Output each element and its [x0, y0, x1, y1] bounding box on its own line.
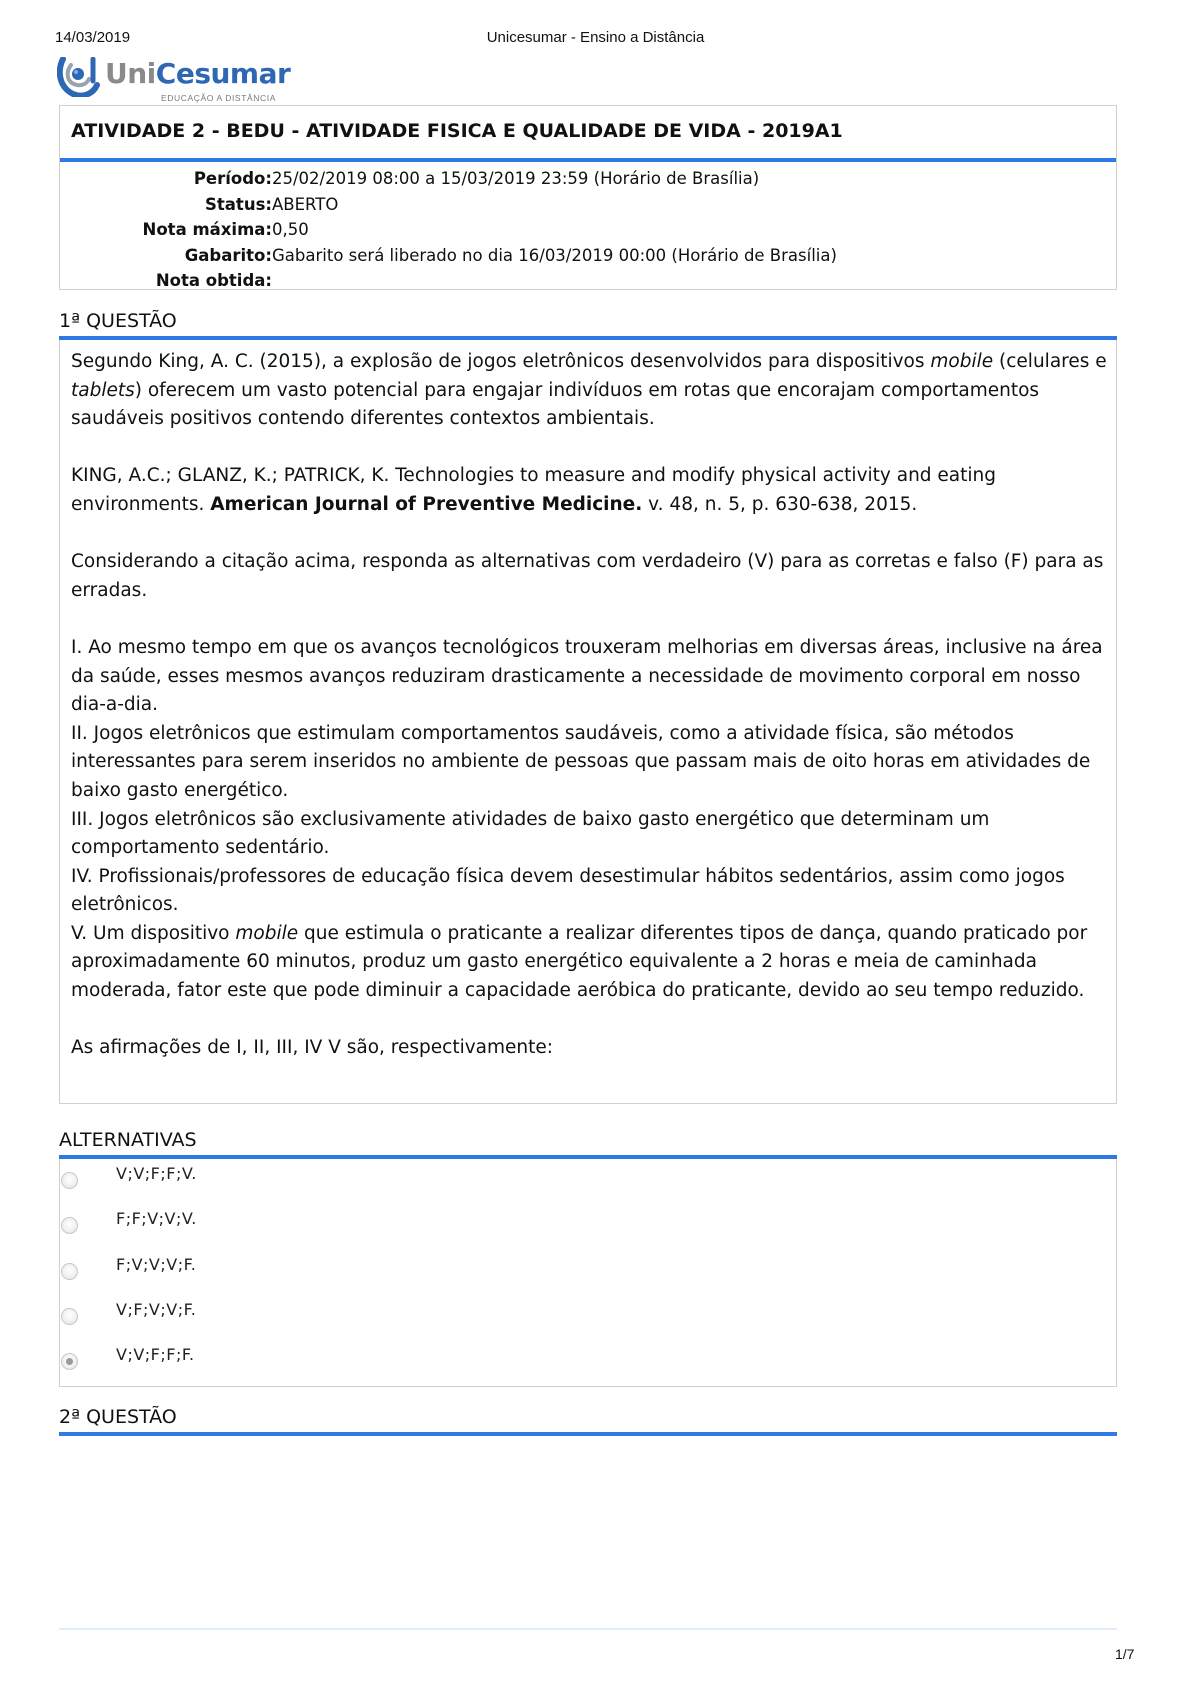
info-label: Status:	[205, 194, 272, 214]
question-intro: Segundo King, A. C. (2015), a explosão de jogos eletrônicos desenvolvidos para dispositivos mobile (celulares e tablets) oferecem um vasto potencial para engajar indivíduos em rotas que encorajam comportamentos saudáveis positivos contendo diferentes contextos ambientais.	[71, 351, 1107, 430]
print-page-title: Unicesumar - Ensino a Distância	[486, 29, 705, 46]
question-1-text	[71, 348, 1107, 1063]
info-label: Nota máxima:	[142, 220, 272, 239]
logo-uni: Uni	[105, 57, 156, 90]
logo-cesumar: Cesumar	[155, 57, 291, 90]
info-value: 25/02/2019 08:00 a 15/03/2019 23:59 (Horário de Brasília)	[272, 169, 760, 188]
info-label: Nota obtida:	[155, 271, 272, 290]
alternatives-list	[59, 1159, 1117, 1387]
question-prompt: As afirmações de I, II, III, IV V são, respectivamente:	[71, 1037, 553, 1059]
alternatives-heading: ALTERNATIVAS	[59, 1129, 197, 1151]
alternative-label: V;V;F;F;F.	[116, 1345, 195, 1364]
radio-button[interactable]	[61, 1172, 78, 1189]
statement-3: III. Jogos eletrônicos são exclusivamente atividades de baixo gasto energético que determinam um comportamento sedentário.	[71, 808, 990, 859]
alternative-label: F;F;V;V;V.	[116, 1209, 197, 1228]
activity-info-panel	[59, 105, 1117, 290]
info-row-gabarito	[60, 243, 1116, 269]
info-value: Gabarito será liberado no dia 16/03/2019 00:00 (Horário de Brasília)	[272, 245, 837, 265]
info-label: Período:	[193, 169, 272, 188]
print-header	[0, 29, 1191, 49]
print-date: 14/03/2019	[55, 29, 131, 46]
activity-info-list	[60, 166, 1116, 294]
page-number: 1/7	[1115, 1646, 1135, 1662]
question-2-heading: 2ª QUESTÃO	[59, 1406, 177, 1428]
radio-button[interactable]	[61, 1263, 78, 1280]
alternative-option[interactable]	[60, 1209, 460, 1239]
radio-button[interactable]	[61, 1308, 78, 1325]
alternative-option[interactable]	[60, 1164, 460, 1194]
radio-button[interactable]	[61, 1217, 78, 1234]
alternative-option[interactable]	[60, 1255, 460, 1285]
info-label: Gabarito:	[184, 245, 272, 265]
unicesumar-logo	[57, 57, 297, 107]
accent-bar	[59, 1432, 1117, 1436]
alternative-label: V;V;F;F;V.	[116, 1164, 197, 1183]
question-1-body	[59, 340, 1117, 1104]
info-row-periodo	[60, 166, 1116, 192]
radio-button-selected[interactable]	[61, 1353, 78, 1370]
question-reference: KING, A.C.; GLANZ, K.; PATRICK, K. Technologies to measure and modify physical activity and eating environments. American Journal of Preventive Medicine. v. 48, n. 5, p. 630-638, 2015.	[71, 465, 996, 515]
statement-1: I. Ao mesmo tempo em que os avanços tecnológicos trouxeram melhorias em diversas áreas, inclusive na área da saúde, esses mesmos avanços reduziram drasticamente a necessidade de movimento corporal em nosso dia-a-dia.	[71, 636, 1103, 716]
accent-bar	[60, 158, 1116, 162]
question-1-heading: 1ª QUESTÃO	[59, 310, 177, 332]
statement-5: V. Um dispositivo mobile que estimula o praticante a realizar diferentes tipos de dança, quando praticado por aproximadamente 60 minutos, produz um gasto energético equivalente a 2 horas e meia de caminhada moderada, fator este que pode diminuir a capacidade aeróbica do praticante, devido ao seu tempo reduzido.	[71, 922, 1088, 1002]
logo-emblem-icon	[57, 57, 101, 97]
status-value: ABERTO	[272, 194, 339, 214]
info-row-nota-maxima	[60, 217, 1116, 243]
question-instruction: Considerando a citação acima, responda as alternativas com verdadeiro (V) para as corretas e falso (F) para as erradas.	[71, 551, 1104, 601]
info-row-nota-obtida	[60, 268, 1116, 294]
info-value: 0,50	[272, 220, 309, 239]
alternative-label: V;F;V;V;F.	[116, 1300, 197, 1319]
activity-title: ATIVIDADE 2 - BEDU - ATIVIDADE FISICA E QUALIDADE DE VIDA - 2019A1	[71, 120, 843, 142]
alternative-label: F;V;V;V;F.	[116, 1255, 197, 1274]
statement-2: II. Jogos eletrônicos que estimulam comportamentos saudáveis, como a atividade física, são métodos interessantes para serem inseridos no ambiente de pessoas que passam mais de oito horas em atividades de baixo gasto energético.	[71, 722, 1091, 801]
info-row-status	[60, 192, 1116, 218]
footer-divider	[59, 1628, 1117, 1630]
logo-wordmark	[105, 57, 290, 90]
alternative-option[interactable]	[60, 1300, 460, 1330]
statement-4: IV. Profissionais/professores de educação física devem desestimular hábitos sedentários, assim como jogos eletrônicos.	[71, 865, 1065, 916]
alternative-option-selected[interactable]	[60, 1345, 460, 1375]
logo-subtitle: EDUCAÇÃO A DISTÂNCIA	[161, 93, 276, 103]
